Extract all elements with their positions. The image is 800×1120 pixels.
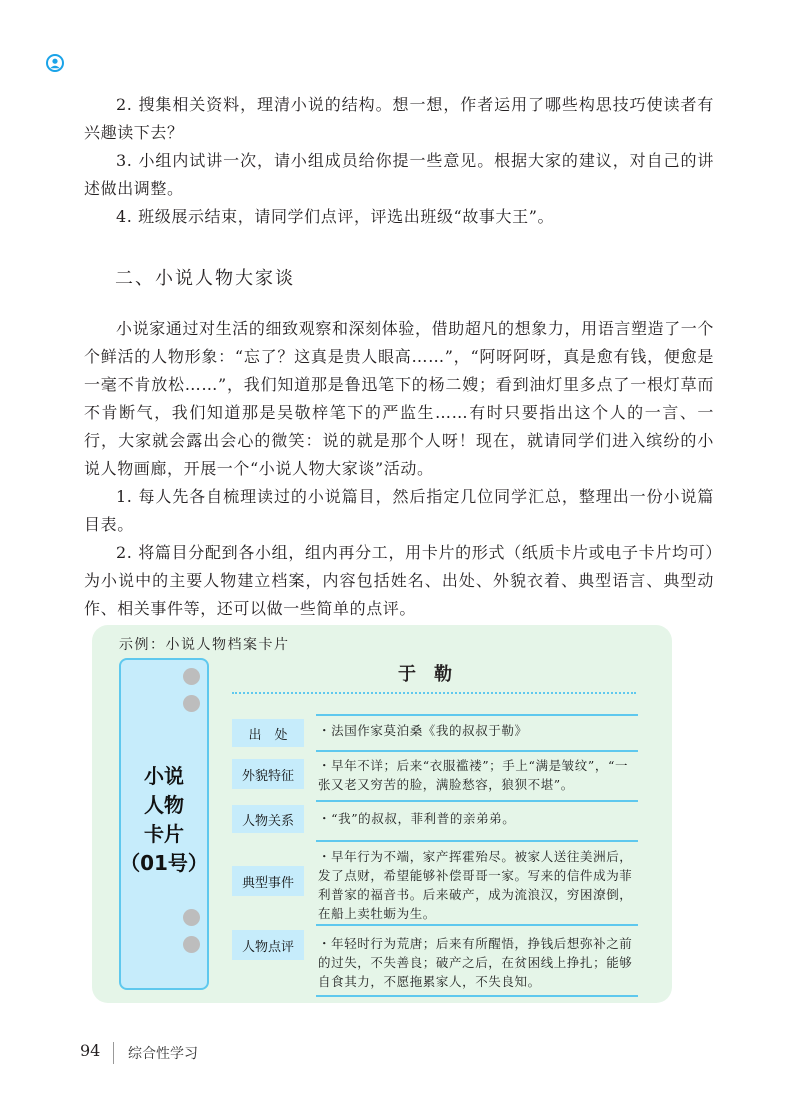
footer-section-title: 综合性学习 (128, 1046, 198, 1062)
binder-hole (183, 668, 200, 685)
activity-step-2: 2. 将篇目分配到各小组，组内再分工，用卡片的形式（纸质卡片或电子卡片均可）为小说中的主要人物建立档案，内容包括姓名、出处、外貌衣着、典型语言、典型动作、相关事件等，还可以做一些简单的点评。 (84, 543, 714, 618)
page-number: 94 (80, 1041, 101, 1060)
step-3-rehearse: 3. 小组内试讲一次，请小组成员给你提一些意见。根据大家的建议，对自己的讲述做出调整。 (84, 151, 714, 198)
field-rule (316, 750, 638, 752)
field-label-events: 典型事件 (232, 866, 304, 896)
field-rule (316, 840, 638, 842)
spine-title (119, 762, 209, 878)
user-icon (46, 54, 64, 72)
character-name: 于勒 (398, 664, 470, 685)
field-label-appearance: 外貌特征 (232, 759, 304, 789)
spine-line: 小说 (144, 764, 184, 788)
field-text-comment: ・年轻时行为荒唐；后来有所醒悟，挣钱后想弥补之前的过失，不失善良；破产之后，在贫困线上挣扎；能够自食其力，不愿拖累家人，不失良知。 (318, 936, 633, 989)
binder-hole (183, 936, 200, 953)
activity-step-1: 1. 每人先各自梳理读过的小说篇目，然后指定几位同学汇总，整理出一份小说篇目表。 (84, 487, 714, 534)
binder-hole (183, 909, 200, 926)
binder-hole (183, 695, 200, 712)
spine-line: 卡片 (144, 822, 184, 846)
field-text-appearance: ・早年不详；后来“衣服褴褛”；手上“满是皱纹”，“一张又老又穷苦的脸，满脸愁容，狼狈不堪”。 (318, 758, 629, 792)
footer-divider (113, 1042, 114, 1064)
field-label-source: 出 处 (232, 719, 304, 747)
intro-paragraph: 小说家通过对生活的细致观察和深刻体验，借助超凡的想象力，用语言塑造了一个个鲜活的人物形象：“忘了？这真是贵人眼高……”，“阿呀阿呀，真是愈有钱，便愈是一毫不肯放松……”，我们知道那是鲁迅笔下的杨二嫂；看到油灯里多点了一根灯草而不肯断气，我们知道那是吴敬梓笔下的严监生……有时只要指出这个人的一言、一行，大家就会露出会心的微笑：说的就是那个人呀！现在，就请同学们进入缤纷的小说人物画廊，开展一个“小说人物大家谈”活动。 (84, 319, 714, 478)
field-rule (316, 924, 638, 926)
field-text-relations: ・“我”的叔叔，菲利普的亲弟弟。 (318, 811, 516, 826)
field-rule (316, 995, 638, 997)
dotted-divider (232, 692, 636, 694)
spine-line: （01号） (120, 851, 208, 875)
field-text-events: ・早年行为不端，家产挥霍殆尽。被家人送往美洲后，发了点财，希望能够补偿哥哥一家。写来的信件成为菲利普家的福音书。后来破产，成为流浪汉，穷困潦倒，在船上卖牡蛎为生。 (318, 849, 633, 921)
step-4-evaluate: 4. 班级展示结束，请同学们点评，评选出班级“故事大王”。 (116, 207, 555, 226)
section-heading: 二、小说人物大家谈 (115, 268, 295, 289)
field-text-source: ・法国作家莫泊桑《我的叔叔于勒》 (318, 723, 528, 738)
field-rule (316, 800, 638, 802)
field-rule (316, 714, 638, 716)
spine-line: 人物 (144, 793, 184, 817)
field-label-comment: 人物点评 (232, 930, 304, 960)
field-label-relations: 人物关系 (232, 805, 304, 833)
card-caption: 示例：小说人物档案卡片 (119, 637, 290, 653)
step-2-structure: 2. 搜集相关资料，理清小说的结构。想一想，作者运用了哪些构思技巧使读者有兴趣读下去？ (84, 95, 714, 142)
